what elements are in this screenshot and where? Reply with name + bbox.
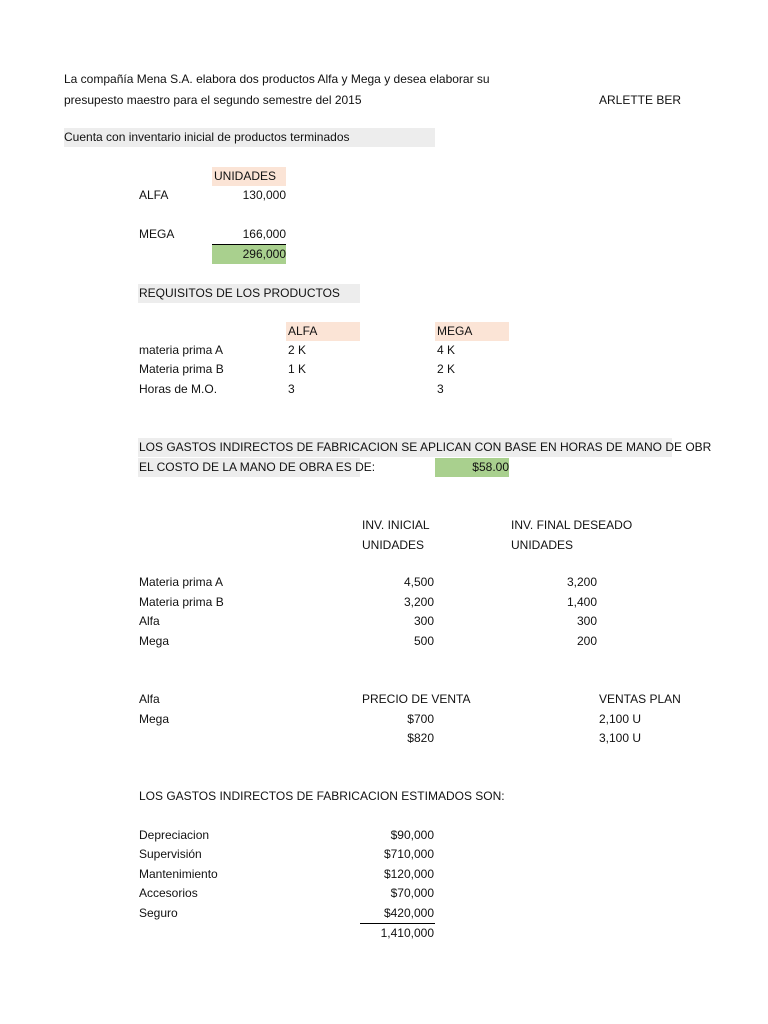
sales-price-alfa: $700 — [407, 712, 434, 726]
overhead-item-label: Supervisión — [139, 847, 202, 861]
overhead-item-label: Seguro — [139, 906, 178, 920]
sales-planned-alfa: 2,100 U — [599, 712, 642, 726]
sales-price-header: PRECIO DE VENTA — [362, 692, 471, 706]
overhead-item-value: $420,000 — [383, 906, 434, 920]
req-alfa-value: 2 K — [288, 343, 307, 357]
labor-cost-value: $58.00 — [435, 458, 509, 477]
overhead-item-value: $70,000 — [390, 886, 434, 900]
overhead-total: 1,410,000 — [380, 926, 434, 940]
inv-row-initial: 500 — [413, 634, 434, 648]
requirements-heading: REQUISITOS DE LOS PRODUCTOS — [138, 284, 360, 303]
overhead-item-label: Mantenimiento — [139, 867, 218, 881]
inv-row-label: Alfa — [139, 614, 160, 628]
inventory-value-mega: 166,000 — [242, 227, 286, 241]
inv-row-initial: 3,200 — [403, 595, 434, 609]
inv-col2-header-1: INV. FINAL DESEADO — [511, 518, 633, 532]
units-header: UNIDADES — [212, 167, 286, 186]
overhead-item-label: Depreciacion — [139, 828, 210, 842]
req-alfa-value: 3 — [288, 382, 295, 396]
overhead-item-value: $90,000 — [390, 828, 434, 842]
sales-planned-header: VENTAS PLAN — [599, 692, 681, 706]
inventory-heading: Cuenta con inventario inicial de productos terminados — [64, 128, 435, 147]
overhead-item-value: $710,000 — [383, 847, 434, 861]
req-mega-value: 3 — [437, 382, 444, 396]
inv-row-final: 200 — [576, 634, 597, 648]
req-col-mega: MEGA — [435, 322, 509, 341]
inv-row-label: Materia prima B — [139, 595, 224, 609]
author-name: ARLETTE BER — [599, 93, 682, 107]
inv-row-final: 1,400 — [566, 595, 597, 609]
overhead-item-label: Accesorios — [139, 886, 198, 900]
inv-row-final: 3,200 — [566, 575, 597, 589]
sales-planned-mega: 3,100 U — [599, 731, 642, 745]
inventory-label-mega: MEGA — [139, 227, 175, 241]
req-mega-value: 4 K — [437, 343, 456, 357]
inv-col2-header-2: UNIDADES — [511, 538, 574, 552]
estimated-overhead-heading: LOS GASTOS INDIRECTOS DE FABRICACION ESTIMADOS SON: — [139, 789, 505, 803]
req-mega-value: 2 K — [437, 362, 456, 376]
sales-label-mega: Mega — [139, 712, 170, 726]
req-alfa-value: 1 K — [288, 362, 307, 376]
intro-line-2: presupesto maestro para el segundo semestre del 2015 — [64, 93, 362, 107]
inv-col1-header-1: INV. INICIAL — [362, 518, 430, 532]
inv-row-initial: 300 — [413, 614, 434, 628]
inv-row-final: 300 — [576, 614, 597, 628]
inventory-value-alfa: 130,000 — [242, 188, 286, 202]
sales-price-mega: $820 — [407, 731, 434, 745]
inv-row-label: Mega — [139, 634, 170, 648]
req-col-alfa: ALFA — [286, 322, 360, 341]
intro-line-1: La compañía Mena S.A. elabora dos productos Alfa y Mega y desea elaborar su — [64, 72, 490, 86]
req-label: Horas de M.O. — [139, 382, 218, 396]
inv-col1-header-2: UNIDADES — [362, 538, 425, 552]
req-label: materia prima A — [139, 343, 224, 357]
inventory-label-alfa: ALFA — [139, 188, 169, 202]
overhead-item-value: $120,000 — [383, 867, 434, 881]
inv-row-label: Materia prima A — [139, 575, 224, 589]
sales-label-alfa: Alfa — [139, 692, 160, 706]
req-label: Materia prima B — [139, 362, 224, 376]
inventory-total: 296,000 — [212, 245, 286, 264]
overhead-note-line-1: LOS GASTOS INDIRECTOS DE FABRICACION SE APLICAN CON BASE EN HORAS DE MANO DE OBR — [138, 438, 672, 457]
inv-row-initial: 4,500 — [403, 575, 434, 589]
overhead-note-line-2: EL COSTO DE LA MANO DE OBRA ES DE: — [138, 458, 360, 477]
